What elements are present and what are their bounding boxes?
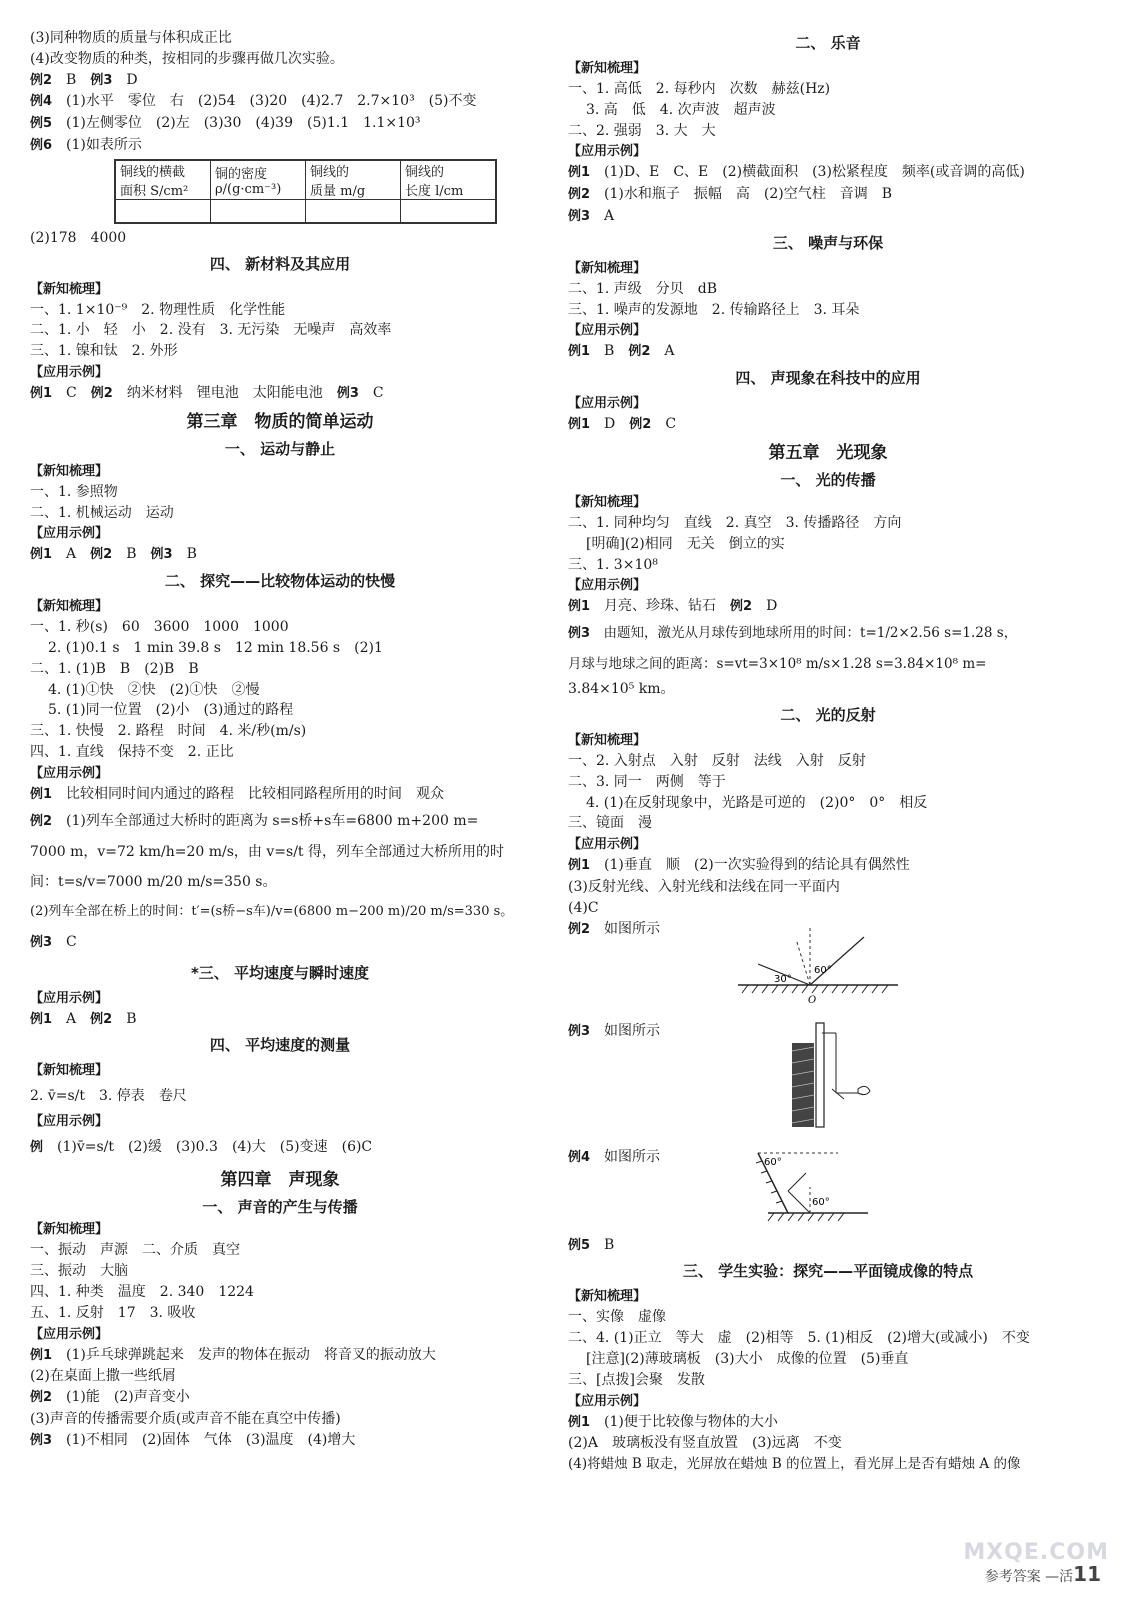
answer-line: 二、1. 小 轻 小 2. 没有 3. 无污染 无噪声 高效率 (30, 322, 392, 339)
answer-line: 月球与地球之间的距离：s=vt=3×10⁸ m/s×1.28 s=3.84×10⁸ m= (568, 656, 987, 673)
section-tag: 【新知梳理】 (30, 599, 109, 615)
answer-line: 5. (1)同一位置 (2)小 (3)通过的路程 (48, 702, 294, 719)
section-title: 四、 平均速度的测量 (209, 1036, 351, 1055)
section-tag: 【应用示例】 (568, 837, 647, 853)
answer-line: 例3 如图所示 (568, 1022, 661, 1039)
answer-line: 一、实像 虚像 (568, 1309, 666, 1326)
section-tag: 【应用示例】 (30, 1114, 109, 1130)
answer-line: 二、2. 强弱 3. 大 大 (568, 122, 716, 139)
answer-line: 三、振动 大脑 (30, 1263, 128, 1280)
answer-line: 例5 (1)左侧零位 (2)左 (3)30 (4)39 (5)1.1 1.1×10³ (30, 115, 421, 132)
section-title: 二、 光的反射 (780, 705, 876, 724)
section-tag: 【应用示例】 (568, 578, 647, 594)
section-tag: 【应用示例】 (568, 144, 647, 160)
answer-line: 三、1. 3×10⁸ (568, 556, 658, 573)
answer-line: 2. (1)0.1 s 1 min 39.8 s 12 min 18.56 s (2)1 (48, 639, 383, 656)
answer-line: 二、1. 声级 分贝 dB (568, 280, 718, 297)
answer-line: 例3 由题知，激光从月球传到地球所用的时间：t=1/2×2.56 s=1.28 s， (568, 625, 1018, 642)
answer-line: 例1 A 例2 B 例3 B (30, 546, 197, 563)
copper-wire-table (114, 159, 497, 224)
section-title: 四、 新材料及其应用 (209, 254, 351, 273)
table-empty-cell (115, 199, 211, 223)
answer-line: (2)A 玻璃板没有竖直放置 (3)远离 不变 (568, 1435, 842, 1452)
section-tag: 【应用示例】 (30, 1326, 109, 1342)
answer-line: 二、1. (1)B B (2)B B (30, 660, 199, 677)
mirror-diagram (778, 1021, 888, 1141)
answer-line: 例2 (1)列车全部通过大桥时的距离为 s=s桥+s车=6800 m+200 m= (30, 812, 479, 829)
section-tag: 【新知梳理】 (30, 1222, 109, 1238)
section-tag: 【新知梳理】 (568, 1289, 647, 1305)
answer-line: 3.84×10⁵ km。 (568, 681, 675, 698)
answer-line: 二、3. 同一 两侧 等于 (568, 773, 726, 790)
chapter-title: 第三章 物质的简单运动 (186, 411, 374, 432)
answer-line: 例4 (1)水平 零位 右 (2)54 (3)20 (4)2.7 2.7×10³ (5)不变 (30, 93, 477, 110)
example-3-block (568, 1021, 1088, 1147)
point-label: O (808, 994, 817, 1006)
answer-line: 三、1. 快慢 2. 路程 时间 4. 米/秒(m/s) (30, 723, 307, 740)
answer-line: 三、[点拨]会聚 发散 (568, 1371, 705, 1388)
section-tag: 【新知梳理】 (30, 463, 109, 479)
answer-line: 三、1. 噪声的发源地 2. 传输路径上 3. 耳朵 (568, 301, 860, 318)
table-header-cell: 铜线的 质量 m/g (306, 160, 401, 200)
reflection-diagram (738, 919, 908, 1019)
page-footer (985, 1562, 1101, 1586)
footer-label: 参考答案 (984, 1569, 1041, 1585)
section-tag: 【新知梳理】 (30, 281, 109, 297)
answer-line: 例3 A (568, 207, 615, 224)
answer-line: (3)反射光线、入射光线和法线在同一平面内 (568, 878, 840, 895)
section-tag: 【应用示例】 (30, 364, 109, 380)
section-title: 二、 探究——比较物体运动的快慢 (164, 572, 396, 591)
section-tag: 【新知梳理】 (568, 494, 647, 510)
two-mirror-diagram (748, 1147, 878, 1233)
answer-line: (3)同种物质的质量与体积成正比 (30, 30, 232, 46)
answer-line: 例1 比较相同时间内通过的路程 比较相同路程所用的时间 观众 (30, 785, 445, 802)
section-tag: 【应用示例】 (30, 990, 109, 1006)
answer-line: 例6 (1)如表所示 (30, 136, 142, 153)
answer-line: 例3 C (30, 933, 77, 950)
answer-line: 2. v̄=s/t 3. 停表 卷尺 (30, 1088, 187, 1105)
angle-label: 60° (814, 964, 832, 976)
table-empty-cell (306, 199, 401, 223)
answer-line: 一、1. 参照物 (30, 483, 118, 500)
section-tag: 【应用示例】 (568, 1393, 647, 1409)
angle-label: 30° (774, 973, 792, 985)
table-empty-cell (401, 199, 497, 223)
answer-line: 五、1. 反射 17 3. 吸收 (30, 1304, 196, 1321)
answer-line: 一、2. 入射点 入射 反射 法线 入射 反射 (568, 752, 866, 769)
answer-line: 例1 (1)垂直 顺 (2)一次实验得到的结论具有偶然性 (568, 857, 910, 874)
chapter-title: 第四章 声现象 (220, 1170, 340, 1191)
section-tag: 【新知梳理】 (568, 732, 647, 748)
left-column (30, 28, 530, 1452)
section-title: 一、 运动与静止 (224, 439, 336, 458)
answer-line: 例1 C 例2 纳米材料 锂电池 太阳能电池 例3 C (30, 384, 384, 401)
answer-line: [注意](2)薄玻璃板 (3)大小 成像的位置 (5)垂直 (586, 1350, 909, 1367)
answer-line: 例1 (1)乒乓球弹跳起来 发声的物体在振动 将音叉的振动放大 (30, 1346, 436, 1363)
chapter-title: 第五章 光现象 (768, 442, 888, 463)
answer-line: 4. (1)①快 ②快 (2)①快 ②慢 (48, 681, 260, 698)
answer-line: 三、镜面 漫 (568, 815, 652, 832)
answer-line: 3. 高 低 4. 次声波 超声波 (586, 101, 776, 118)
watermark: MXQE.COM (963, 1540, 1109, 1565)
answer-line: 例2 如图所示 (568, 920, 661, 937)
answer-line: (3)声音的传播需要介质(或声音不能在真空中传播) (30, 1410, 341, 1427)
answer-line: 二、1. 同种均匀 直线 2. 真空 3. 传播路径 方向 (568, 514, 902, 531)
answer-line: 一、1. 1×10⁻⁹ 2. 物理性质 化学性能 (30, 301, 286, 318)
answer-line: 例1 月亮、珍珠、钻石 例2 D (568, 598, 778, 615)
table-header-cell: 铜线的 长度 l/cm (401, 160, 497, 200)
section-tag: 【应用示例】 (30, 765, 109, 781)
answer-line: 例1 (1)便于比较像与物体的大小 (568, 1413, 778, 1430)
answer-line: 例2 (1)水和瓶子 振幅 高 (2)空气柱 音调 B (568, 186, 892, 203)
answer-line: 例1 D 例2 C (568, 416, 677, 433)
answer-line: 例1 B 例2 A (568, 343, 675, 360)
section-title: 一、 光的传播 (780, 470, 876, 489)
answer-line: 二、4. (1)正立 等大 虚 (2)相等 5. (1)相反 (2)增大(或减小) 不变 (568, 1330, 1030, 1347)
answer-line: 例2 (1)能 (2)声音变小 (30, 1389, 190, 1406)
section-tag: 【新知梳理】 (30, 1063, 109, 1079)
section-title: 四、 声现象在科技中的应用 (735, 369, 921, 388)
table-header-cell: 铜的密度 ρ/(g·cm⁻³) (211, 160, 306, 200)
section-title: 二、 乐音 (795, 34, 861, 52)
footer-prefix: —活 (1045, 1569, 1074, 1585)
answer-line: 4. (1)在反射现象中，光路是可逆的 (2)0° 0° 相反 (586, 794, 928, 811)
section-tag: 【应用示例】 (568, 396, 647, 412)
answer-line: (4)将蜡烛 B 取走，光屏放在蜡烛 B 的位置上，看光屏上是否有蜡烛 A 的像 (568, 1456, 1021, 1473)
answer-line: 例1 A 例2 B (30, 1010, 137, 1027)
answer-line: (2)178 4000 (30, 229, 127, 246)
right-column (568, 28, 1088, 1475)
answer-line: 一、1. 高低 2. 每秒内 次数 赫兹(Hz) (568, 81, 831, 97)
answer-line: (2)列车全部在桥上的时间：t′=(s桥−s车)/v=(6800 m−200 m)/20 m/s=330 s。 (30, 903, 514, 919)
answer-line: 一、1. 秒(s) 60 3600 1000 1000 (30, 619, 289, 636)
answer-line: (4)C (568, 899, 599, 916)
answer-line: 例1 (1)D、E C、E (2)横截面积 (3)松紧程度 频率(或音调的高低) (568, 164, 1025, 181)
section-tag: 【新知梳理】 (568, 260, 647, 276)
answer-line: 7000 m，v=72 km/h=20 m/s，由 v=s/t 得，列车全部通过大桥所用的时 (30, 843, 504, 860)
section-title: 一、 声音的产生与传播 (202, 1198, 358, 1217)
answer-line: 例 (1)v̄=s/t (2)缓 (3)0.3 (4)大 (5)变速 (6)C (30, 1139, 373, 1156)
example-4-block (568, 1147, 1088, 1235)
table-empty-cell (211, 199, 306, 223)
answer-line: 三、1. 镍和钛 2. 外形 (30, 343, 178, 360)
answer-line: 一、振动 声源 二、介质 真空 (30, 1242, 240, 1259)
section-title: *三、 平均速度与瞬时速度 (190, 963, 370, 982)
section-tag: 【应用示例】 (30, 526, 109, 542)
section-title: 三、 学生实验：探究——平面镜成像的特点 (682, 1262, 974, 1281)
answer-line: 例3 (1)不相同 (2)固体 气体 (3)温度 (4)增大 (30, 1431, 356, 1448)
answer-line: 例4 如图所示 (568, 1148, 661, 1165)
answer-line: [明确](2)相同 无关 倒立的实 (586, 535, 785, 552)
table-header-cell: 铜线的横截 面积 S/cm² (115, 160, 211, 200)
answer-line: 例5 B (568, 1236, 615, 1253)
example-2-block (568, 919, 1088, 1021)
answer-line: 二、1. 机械运动 运动 (30, 504, 174, 521)
page-number: 11 (1073, 1562, 1101, 1586)
answer-line: (4)改变物质的种类，按相同的步骤再做几次实验。 (30, 50, 344, 67)
answer-line: 四、1. 直线 保持不变 2. 正比 (30, 743, 234, 760)
answer-line: 四、1. 种类 温度 2. 340 1224 (30, 1283, 254, 1300)
angle-label: 60° (764, 1156, 782, 1168)
answer-line: 间：t=s/v=7000 m/20 m/s=350 s。 (30, 873, 277, 890)
section-tag: 【新知梳理】 (568, 61, 647, 76)
section-title: 三、 噪声与环保 (772, 233, 884, 252)
section-tag: 【应用示例】 (568, 323, 647, 339)
answer-line: (2)在桌面上撒一些纸屑 (30, 1368, 176, 1385)
angle-label: 60° (812, 1196, 830, 1208)
answer-line: 例2 B 例3 D (30, 71, 138, 88)
